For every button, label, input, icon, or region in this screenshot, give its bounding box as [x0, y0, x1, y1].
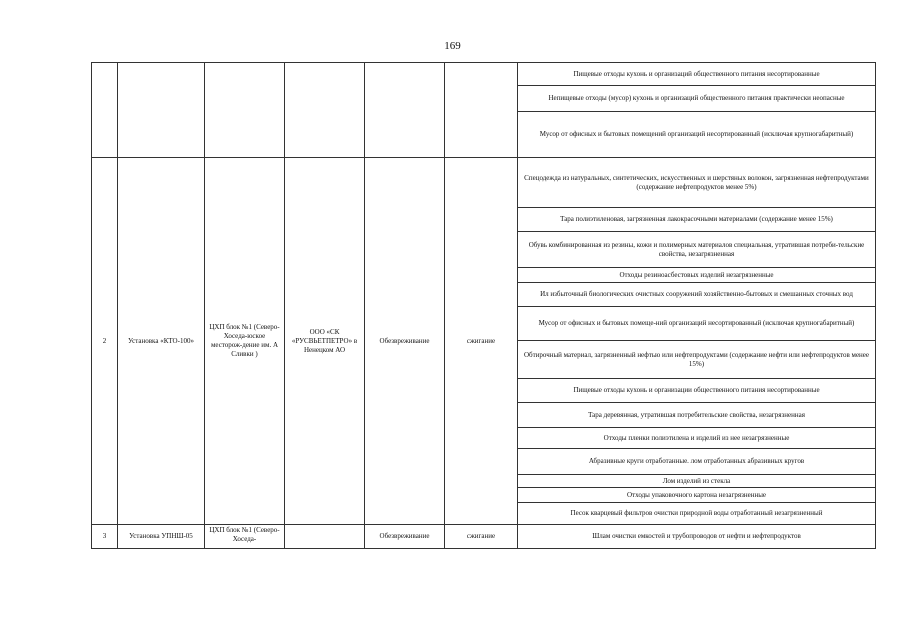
waste-item: Отходы резиноасбестовых изделий незагрязненные [518, 268, 876, 283]
cont-location-cell [205, 63, 285, 158]
waste-item: Пищевые отходы кухонь и организаций общественного питания несортированные [518, 63, 876, 86]
cont-name-cell [118, 63, 205, 158]
facility-operator: ООО «СК «РУСВЬЕТПЕТРО» в Ненецком АО [285, 158, 365, 525]
waste-item: Спецодежда из натуральных, синтетических, искусственных и шерстяных волокон, загрязненная нефтепродуктами (содержание нефтепродуктов менее 5%) [518, 158, 876, 208]
cont-num-cell [92, 63, 118, 158]
waste-item: Обувь комбинированная из резины, кожи и полимерных материалов специальная, утратившая потреби-тельские свойства, незагрязненная [518, 232, 876, 268]
waste-item: Отходы упаковочного картона незагрязненные [518, 488, 876, 503]
row-number: 2 [92, 158, 118, 525]
facility-name: Установка «КТО-100» [118, 158, 205, 525]
cont-operator-cell [285, 63, 365, 158]
facility-method: сжигание [445, 158, 518, 525]
waste-item: Шлам очистки емкостей и трубопроводов от нефти и нефтепродуктов [518, 525, 876, 549]
waste-facilities-table [91, 62, 876, 549]
waste-item: Непищевые отходы (мусор) кухонь и организаций общественного питания практически неопасные [518, 86, 876, 112]
facility-purpose: Обезвреживание [365, 158, 445, 525]
waste-item: Ил избыточный биологических очистных сооружений хозяйственно-бытовых и смешанных сточных вод [518, 283, 876, 307]
waste-item: Тара деревянная, утратившая потребительские свойства, незагрязненная [518, 403, 876, 428]
page-number: 169 [444, 40, 461, 52]
facility-method: сжигание [445, 525, 518, 549]
facility-location: ЦХП блок №1 (Северо-Хоседа- [205, 525, 285, 549]
waste-item: Пищевые отходы кухонь и организации общественного питания несортированные [518, 379, 876, 403]
waste-item: Мусор от офисных и бытовых помеще-ний организаций несортированный (исключая крупногабаритный) [518, 307, 876, 341]
facility-location: ЦХП блок №1 (Северо-Хоседа-юское месторож-дение им. А Сливки ) [205, 158, 285, 525]
row-number: 3 [92, 525, 118, 549]
waste-item: Абразивные круги отработанные. лом отработанных абразивных кругов [518, 449, 876, 475]
facility-name: Установка УПНШ-05 [118, 525, 205, 549]
cont-method-cell [445, 63, 518, 158]
waste-item: Обтирочный материал, загрязненный нефтью или нефтепродуктами (содержание нефти или нефтепродуктов менее 15%) [518, 341, 876, 379]
cont-purpose-cell [365, 63, 445, 158]
waste-item: Лом изделий из стекла [518, 475, 876, 488]
waste-item: Тара полиэтиленовая, загрязненная лакокрасочными материалами (содержание менее 15%) [518, 208, 876, 232]
facility-operator [285, 525, 365, 549]
waste-item: Отходы пленки полиэтилена и изделий из нее незагрязненные [518, 428, 876, 449]
facility-purpose: Обезвреживание [365, 525, 445, 549]
waste-item: Мусор от офисных и бытовых помещений организаций несортированный (исключая крупногабаритный) [518, 112, 876, 158]
waste-item: Песок кварцевый фильтров очистки природной воды отработанный незагрязненный [518, 503, 876, 525]
